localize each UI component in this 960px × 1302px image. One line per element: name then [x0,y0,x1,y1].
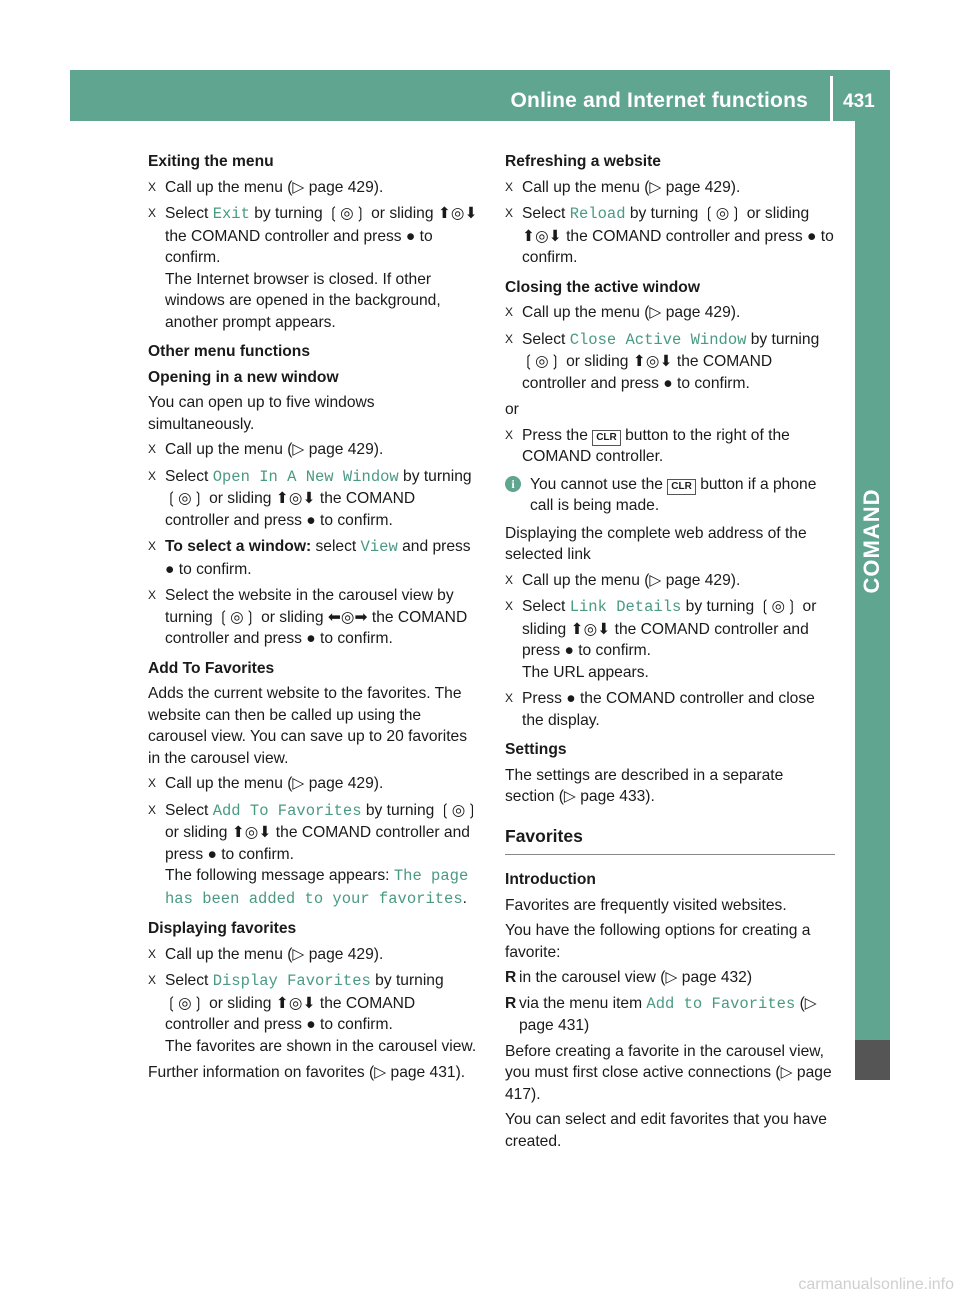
step: X Press ● the COMAND controller and close the display. [505,690,815,729]
step: X Call up the menu (▷ page 429). [505,177,835,199]
menu-item-view: View [360,538,398,556]
heading-closing-active-window: Closing the active window [505,278,700,296]
step: X Select Link Details by turning ❲◎❳ or sliding ⬆◎⬇ the COMAND controller and press ● to confirm. The URL appears. [505,598,817,681]
step-arrow-icon: X [148,776,157,790]
step: X Select Display Favorites by turning ❲◎❳ or sliding ⬆◎⬇ the COMAND controller and press ● to confirm. The favorites are shown in the carousel view. [148,972,477,1055]
menu-item-display-favorites: Display Favorites [212,972,371,990]
message-page-added: The page has been added to your favorites [165,867,469,908]
side-marker [855,1040,890,1080]
info-icon: i [505,476,521,492]
step-arrow-icon: X [505,572,514,587]
page-number: 431 [843,91,875,112]
step-arrow-icon: X [505,305,514,319]
heading-displaying-favorites: Displaying favorites [148,920,297,937]
paragraph: Adds the current website to the favorites. The website can then be called up using the carousel view. You can save up to 20 favorites in the carousel view. [148,685,468,767]
step: X Call up the menu (▷ page 429). [148,944,482,966]
menu-item-add-to-favorites: Add to Favorites [646,994,796,1013]
bullet-icon: R [505,994,517,1012]
menu-item-link-details: Link Details [569,598,682,616]
heading-add-to-favorites: Add To Favorites [148,659,275,677]
step: X Select Add To Favorites by turning ❲◎❳ or sliding ⬆◎⬇ the COMAND controller and press ● to confirm. The following message appears: The page has been added to your favorites. [148,801,479,908]
info-note: i You cannot use the CLR button if a phone call is being made. [505,474,835,517]
step: X Call up the menu (▷ page 429). [505,302,835,324]
step: X Select Exit by turning ❲◎❳ or sliding ⬆◎⬇ the COMAND controller and press ● to confirm. The Internet browser is closed. If other windows are opened in the background, another prompt appears. [148,205,478,331]
heading-opening-new-window: Opening in a new window [148,368,339,386]
step: X Call up the menu (▷ page 429). [148,177,482,199]
header-divider [830,76,833,121]
paragraph: Before creating a favorite in the carousel view, you must first close active connections (▷ page 417). [505,1042,832,1103]
side-tab-label: COMAND [859,488,884,594]
paragraph: You can select and edit favorites that you have created. [505,1111,827,1150]
step-arrow-icon: X [148,802,157,817]
paragraph: Favorites are frequently visited websites. [505,896,787,914]
step-arrow-icon: X [505,206,514,220]
paragraph: You can open up to five windows simultaneously. [148,394,375,433]
heading-settings: Settings [505,741,567,758]
step: X Call up the menu (▷ page 429). [148,439,482,461]
list-item: R in the carousel view (▷ page 432) [505,967,835,989]
right-column [505,151,835,1156]
section-favorites: Favorites [505,826,835,856]
step-arrow-icon: X [505,599,514,613]
chapter-title: Online and Internet functions [510,89,808,112]
step-arrow-icon: X [505,691,514,705]
menu-item-close-active-window: Close Active Window [569,330,747,349]
list-item: R via the menu item Add to Favorites (▷ page 431) [505,994,817,1034]
paragraph: Displaying the complete web address of the selected link [505,524,807,563]
paragraph: The settings are described in a separate section (▷ page 433). [505,766,784,805]
clr-button-icon: CLR [592,430,621,446]
left-column [148,151,482,1088]
step: X Select Open In A New Window by turning ❲◎❳ or sliding ⬆◎⬇ the COMAND controller and press ● to confirm. [148,467,472,529]
step-arrow-icon: X [505,427,514,442]
step-arrow-icon: X [505,331,514,346]
menu-item-reload: Reload [569,205,626,223]
step: X Press the CLR button to the right of the COMAND controller. [505,426,790,465]
paragraph: Further information on favorites (▷ page 431). [148,1064,466,1081]
heading-exiting-menu: Exiting the menu [148,153,274,170]
step-arrow-icon: X [148,468,157,483]
heading-other-menu-functions: Other menu functions [148,343,311,360]
menu-item-open-new-window: Open In A New Window [212,467,399,486]
step-arrow-icon: X [148,946,157,961]
step-arrow-icon: X [505,179,514,194]
step: X Select Reload by turning ❲◎❳ or sliding ⬆◎⬇ the COMAND controller and press ● to confirm. [505,205,834,266]
or-text: or [505,401,519,418]
heading-refreshing-website: Refreshing a website [505,153,661,170]
chapter-header [70,70,890,121]
step: X To select a window: select View and press ● to confirm. [148,538,471,578]
step: X Call up the menu (▷ page 429). [148,773,482,795]
menu-item-add-to-favorites: Add To Favorites [212,801,362,820]
menu-item-exit: Exit [212,205,250,223]
step-arrow-icon: X [148,539,157,553]
step: X Select the website in the carousel view by turning ❲◎❳ or sliding ⬅◎➡ the COMAND controller and press ● to confirm. [148,587,468,647]
step-arrow-icon: X [148,179,157,194]
clr-button-icon: CLR [667,479,696,495]
step-arrow-icon: X [148,588,157,602]
watermark: carmanualsonline.info [798,1276,954,1293]
step-arrow-icon: X [148,973,157,987]
step: X Call up the menu (▷ page 429). [505,570,835,592]
step: X Select Close Active Window by turning ❲◎❳ or sliding ⬆◎⬇ the COMAND controller and press ● to confirm. [505,330,820,392]
step-arrow-icon: X [148,206,157,220]
bullet-icon: R [505,969,517,986]
heading-introduction: Introduction [505,871,596,888]
step-arrow-icon: X [148,442,157,456]
paragraph: You have the following options for creating a favorite: [505,922,811,961]
